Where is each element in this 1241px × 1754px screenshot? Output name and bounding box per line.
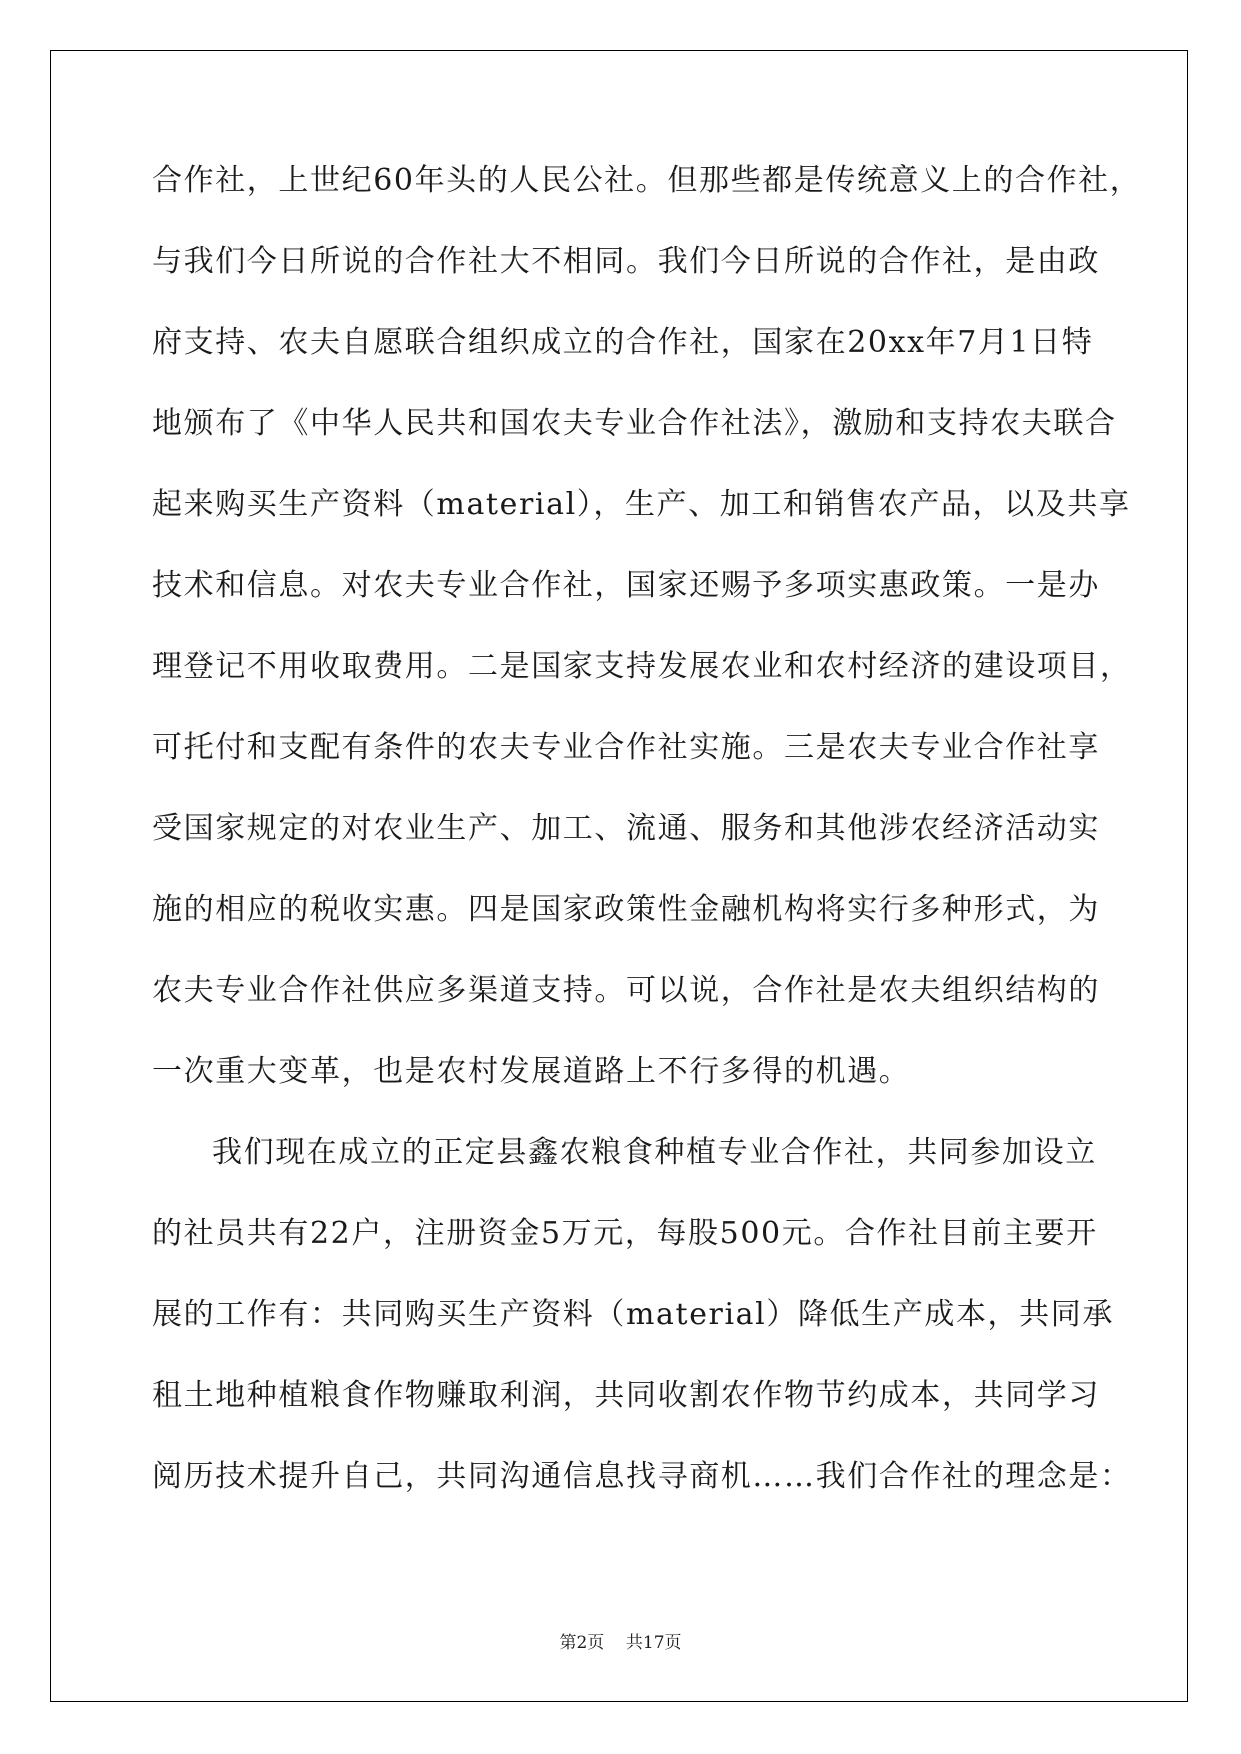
paragraph-line: 一次重大变革，也是农村发展道路上不行多得的机遇。: [152, 1054, 911, 1089]
paragraph-line: 起来购买生产资料（material），生产、加工和销售农产品，以及共享: [152, 487, 1131, 522]
paragraph-line: 展的工作有：共同购买生产资料（material）降低生产成本，共同承: [152, 1297, 1114, 1332]
paragraph-line: 技术和信息。对农夫专业合作社，国家还赐予多项实惠政策。一是办: [152, 568, 1100, 603]
paragraph-line: 我们现在成立的正定县鑫农粮食种植专业合作社，共同参加设立: [212, 1135, 1097, 1170]
footer-spacer: [604, 1633, 626, 1653]
page-total: 共17页: [625, 1633, 682, 1653]
page-footer: [0, 1628, 1241, 1653]
paragraph-line: 理登记不用收取费用。二是国家支持发展农业和农村经济的建设项目，: [152, 649, 1132, 684]
paragraph-line: 租土地种植粮食作物赚取利润，共同收割农作物节约成本，共同学习: [152, 1378, 1100, 1413]
paragraph-line: 与我们今日所说的合作社大不相同。我们今日所说的合作社，是由政: [152, 244, 1100, 279]
paragraph-line: 施的相应的税收实惠。四是国家政策性金融机构将实行多种形式，为: [152, 892, 1100, 927]
paragraph-line: 合作社，上世纪60年头的人民公社。但那些都是传统意义上的合作社，: [152, 163, 1142, 198]
paragraph-line: 地颁布了《中华人民共和国农夫专业合作社法》，激励和支持农夫联合: [152, 406, 1117, 441]
paragraph-line: 受国家规定的对农业生产、加工、流通、服务和其他涉农经济活动实: [152, 811, 1100, 846]
paragraph-line: 府支持、农夫自愿联合组织成立的合作社，国家在20xx年7月1日特: [152, 325, 1094, 360]
paragraph-line: 的社员共有22户，注册资金5万元，每股500元。合作社目前主要开: [152, 1216, 1098, 1251]
paragraph-line: 农夫专业合作社供应多渠道支持。可以说，合作社是农夫组织结构的: [152, 973, 1100, 1008]
document-body: [152, 163, 1142, 1541]
paragraph-line: 可托付和支配有条件的农夫专业合作社实施。三是农夫专业合作社享: [152, 730, 1100, 765]
page-number: 第2页: [559, 1633, 605, 1653]
paragraph-line: 阅历技术提升自己，共同沟通信息找寻商机……我们合作社的理念是：: [152, 1459, 1132, 1494]
